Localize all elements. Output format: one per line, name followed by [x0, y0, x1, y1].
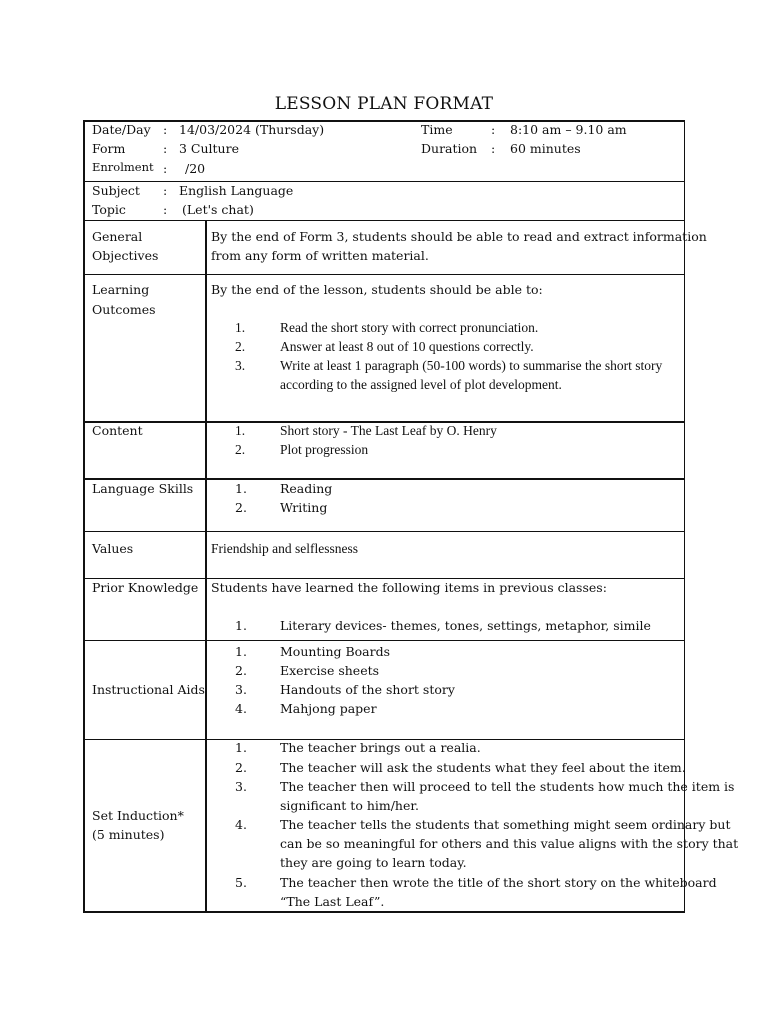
list-number: 1. [235, 740, 247, 755]
subject-sep: : [163, 183, 168, 198]
list-number: 4. [235, 701, 247, 716]
topic-sep: : [163, 202, 168, 217]
enrolment-value: /20 [185, 161, 206, 176]
subject-label: Subject [92, 183, 140, 198]
list-text: The teacher brings out a realia. [280, 740, 481, 755]
time-value: 8:10 am – 9.10 am [510, 122, 627, 137]
row-divider [85, 274, 684, 275]
list-text: Mahjong paper [280, 701, 377, 716]
set-induction-label: (5 minutes) [92, 827, 165, 842]
set-induction-label: Set Induction* [92, 808, 184, 823]
list-text: The teacher will ask the students what they feel about the item. [280, 760, 686, 775]
learning-outcomes-label: Outcomes [92, 302, 156, 317]
topic-label: Topic [92, 202, 126, 217]
list-text: The teacher tells the students that something might seem ordinary but [280, 817, 731, 832]
date-label: Date/Day [92, 122, 151, 137]
list-text: Reading [280, 481, 333, 496]
general-objectives-label: General [92, 229, 143, 244]
list-text: Handouts of the short story [280, 682, 455, 697]
form-label: Form [92, 141, 126, 156]
list-text: Write at least 1 paragraph (50-100 words) to summarise the short story [280, 358, 663, 373]
list-number: 3. [235, 779, 247, 794]
list-text: Literary devices- themes, tones, settings, metaphor, simile [280, 618, 651, 633]
general-objectives-label: Objectives [92, 248, 159, 263]
list-text: can be so meaningful for others and this value aligns with the story that [280, 836, 739, 851]
duration-value: 60 minutes [510, 141, 581, 156]
list-number: 1. [235, 644, 247, 659]
time-sep: : [491, 122, 496, 137]
row-divider [85, 640, 684, 641]
list-text: Mounting Boards [280, 644, 391, 659]
row-divider [85, 181, 684, 182]
list-number: 3. [235, 682, 247, 697]
time-label: Time [421, 122, 453, 137]
list-text: according to the assigned level of plot development. [280, 377, 562, 392]
date-sep: : [163, 122, 168, 137]
list-number: 5. [235, 875, 247, 890]
list-text: Exercise sheets [280, 663, 380, 678]
list-number: 2. [235, 339, 246, 354]
list-text: Writing [280, 500, 328, 515]
table-bottom-border [85, 911, 684, 913]
list-number: 2. [235, 760, 247, 775]
language-skills-label: Language Skills [92, 481, 194, 496]
row-divider [85, 220, 684, 221]
enrolment-label: Enrolment [92, 160, 154, 174]
topic-value: (Let's chat) [182, 202, 254, 217]
list-number: 2. [235, 500, 247, 515]
date-value: 14/03/2024 (Thursday) [179, 122, 325, 137]
general-objectives-text: By the end of Form 3, students should be able to read and extract information [211, 229, 707, 244]
list-number: 4. [235, 817, 247, 832]
prior-knowledge-intro: Students have learned the following items in previous classes: [211, 580, 607, 595]
duration-label: Duration [421, 141, 478, 156]
subject-value: English Language [179, 183, 294, 198]
column-divider [205, 220, 207, 913]
list-text: significant to him/her. [280, 798, 419, 813]
list-text: The teacher then wrote the title of the short story on the whiteboard [280, 875, 717, 890]
list-text: they are going to learn today. [280, 855, 467, 870]
duration-sep: : [491, 141, 496, 156]
list-text: Read the short story with correct pronunciation. [280, 320, 539, 335]
row-divider [85, 531, 684, 532]
learning-outcomes-intro: By the end of the lesson, students should be able to: [211, 282, 543, 297]
list-text: “The Last Leaf”. [280, 894, 385, 909]
list-number: 1. [235, 320, 246, 335]
list-text: The teacher then will proceed to tell the students how much the item is [280, 779, 735, 794]
content-label: Content [92, 423, 143, 438]
list-text: Plot progression [280, 442, 369, 457]
document-title: LESSON PLAN FORMAT [274, 94, 494, 114]
list-text: Short story - The Last Leaf by O. Henry [280, 423, 497, 438]
form-sep: : [163, 141, 168, 156]
values-text: Friendship and selflessness [211, 541, 358, 556]
form-value: 3 Culture [179, 141, 239, 156]
lesson-plan-table [83, 120, 739, 913]
prior-knowledge-label: Prior Knowledge [92, 580, 199, 595]
instructional-aids-label: Instructional Aids [92, 682, 205, 697]
list-number: 2. [235, 663, 247, 678]
list-number: 2. [235, 442, 246, 457]
general-objectives-text: from any form of written material. [211, 248, 429, 263]
enrolment-sep: : [163, 161, 168, 176]
learning-outcomes-label: Learning [92, 282, 150, 297]
list-number: 1. [235, 423, 246, 438]
list-number: 1. [235, 481, 247, 496]
values-label: Values [92, 541, 134, 556]
list-number: 3. [235, 358, 246, 373]
list-text: Answer at least 8 out of 10 questions correctly. [280, 339, 534, 354]
list-number: 1. [235, 618, 247, 633]
